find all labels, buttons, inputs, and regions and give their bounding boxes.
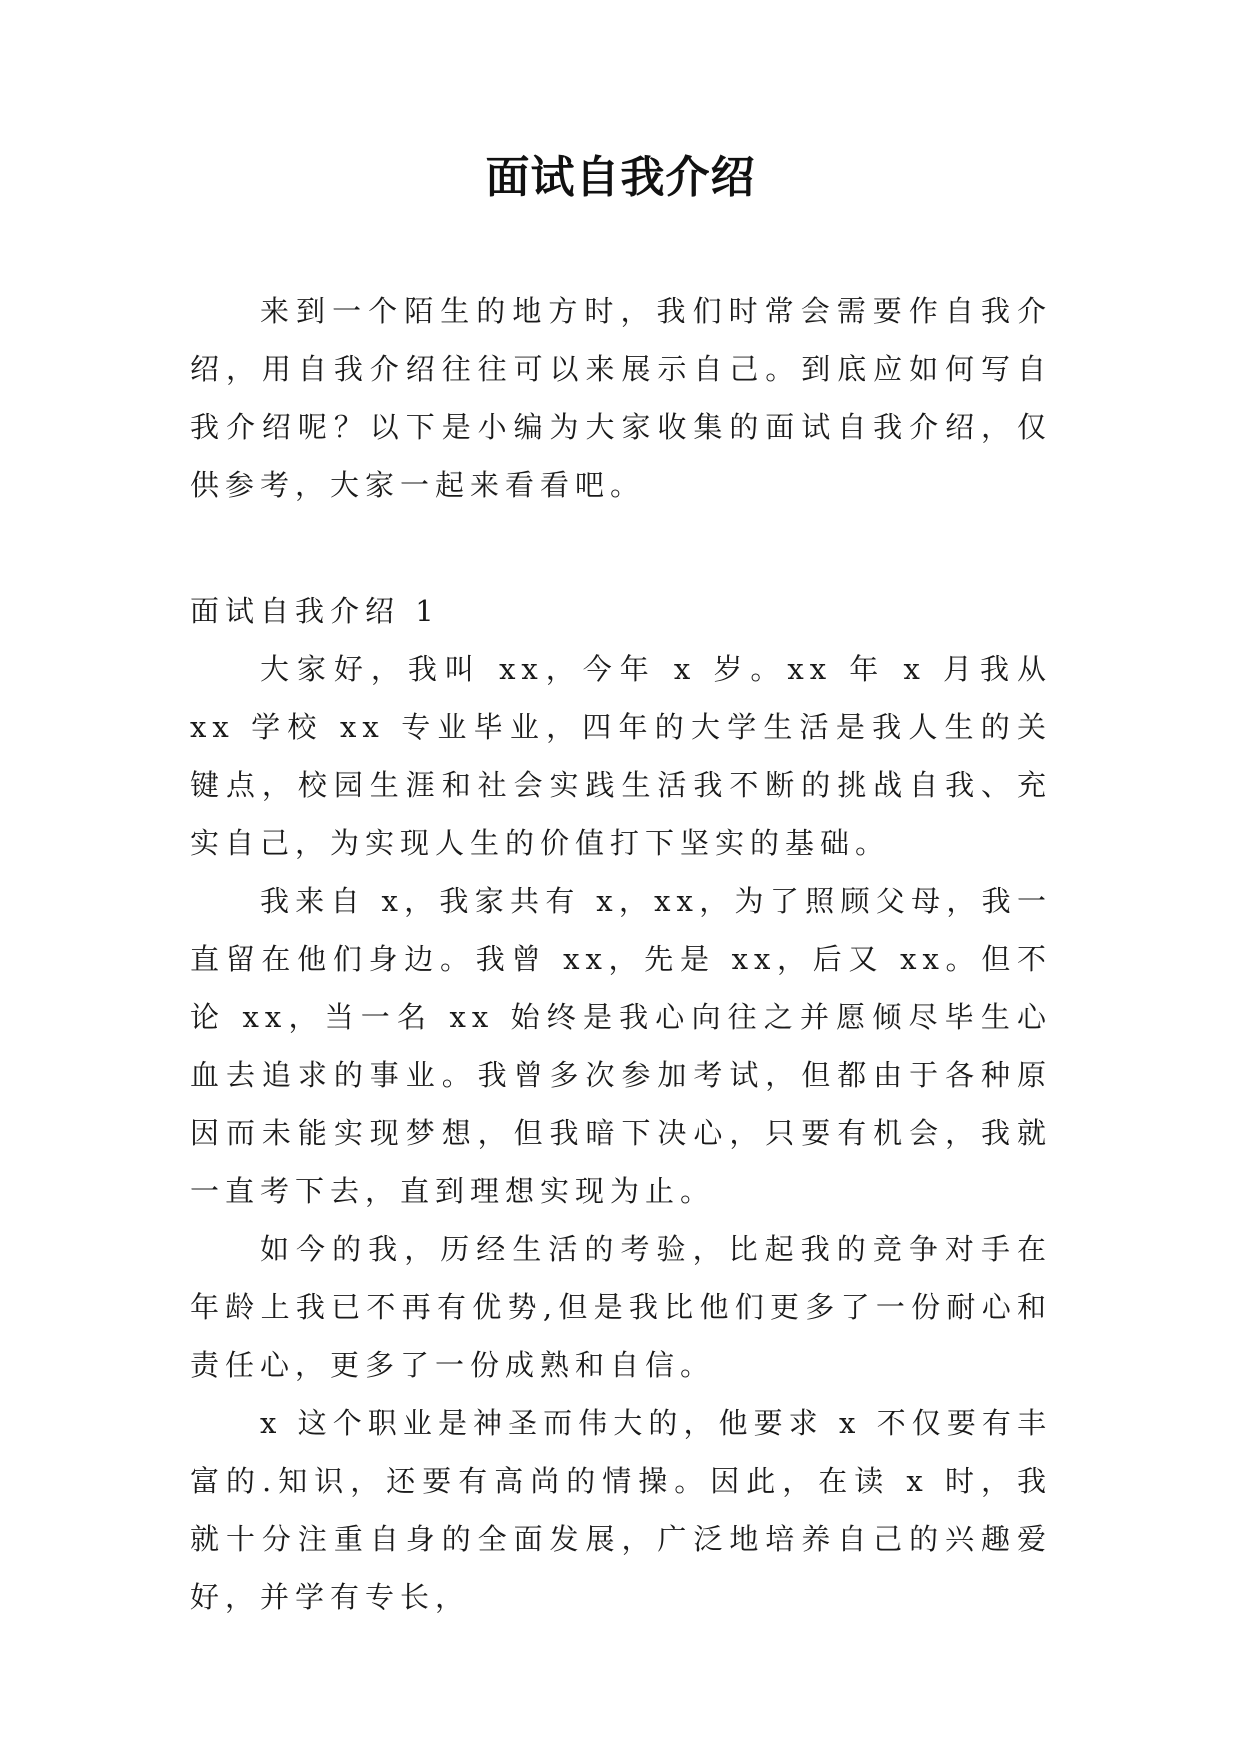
intro-section bbox=[190, 282, 1052, 514]
intro-paragraph: 来到一个陌生的地方时，我们时常会需要作自我介绍，用自我介绍往往可以来展示自己。到底应如何写自我介绍呢？以下是小编为大家收集的面试自我介绍，仅供参考，大家一起来看看吧。 bbox=[190, 294, 1052, 502]
body-paragraph-1: 大家好，我叫 xx，今年 x 岁。xx 年 x 月我从 xx 学校 xx 专业毕业，四年的大学生活是我人生的关键点，校园生涯和社会实践生活我不断的挑战自我、充实自己，为实现人生的价值打下坚实的基础。 bbox=[190, 652, 1052, 860]
body-paragraph-4: x 这个职业是神圣而伟大的，他要求 x 不仅要有丰富的.知识，还要有高尚的情操。因此，在读 x 时，我就十分注重自身的全面发展，广泛地培养自己的兴趣爱好，并学有专长， bbox=[190, 1406, 1052, 1614]
section-1 bbox=[190, 582, 1052, 1626]
document-title: 面试自我介绍 bbox=[485, 152, 756, 203]
body-paragraph-2: 我来自 x，我家共有 x，xx，为了照顾父母，我一直留在他们身边。我曾 xx，先是 xx，后又 xx。但不论 xx，当一名 xx 始终是我心向往之并愿倾尽毕生心血去追求的事业。我曾多次参加考试，但都由于各种原因而未能实现梦想，但我暗下决心，只要有机会，我就一直考下去，直到理想实现为止。 bbox=[190, 884, 1052, 1208]
section-heading: 面试自我介绍 1 bbox=[190, 594, 440, 628]
body-paragraph-3: 如今的我，历经生活的考验，比起我的竞争对手在年龄上我已不再有优势,但是我比他们更多了一份耐心和责任心，更多了一份成熟和自信。 bbox=[190, 1232, 1052, 1382]
